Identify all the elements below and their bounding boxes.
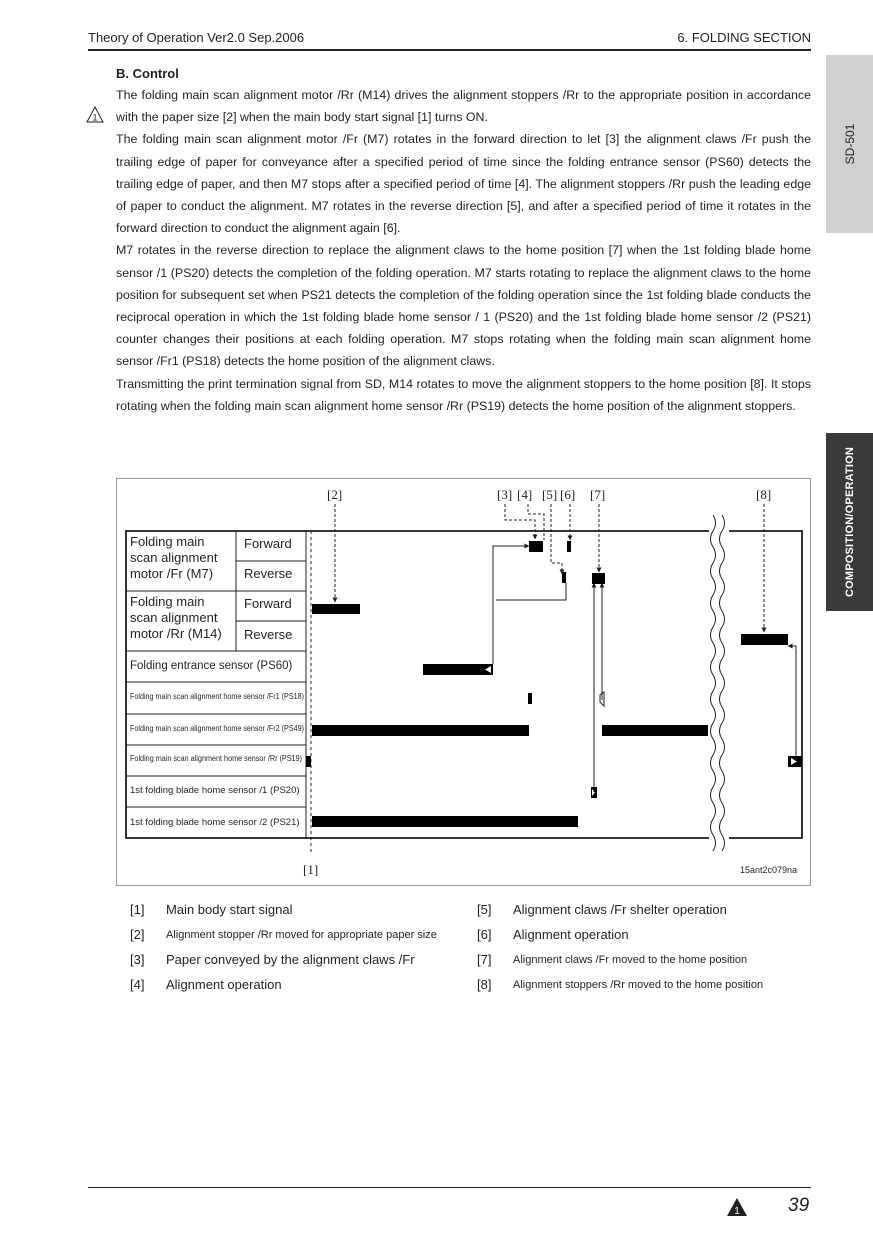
signal-bar — [528, 693, 532, 704]
state-label: Reverse — [244, 566, 293, 581]
legend-num: [4] — [130, 977, 145, 992]
legend-right — [477, 902, 817, 1002]
signal-bar — [741, 634, 788, 645]
header-title: Theory of Operation Ver2.0 Sep.2006 — [88, 30, 305, 45]
legend-num: [6] — [477, 927, 492, 942]
paragraph: The folding main scan alignment motor /Fr (M7) rotates in the forward direction to let [3] the alignment claws /Fr push the trailing edge of paper for conveyance after a specified period of time since the folding entrance sensor (PS60) detects the trailing edge of paper, and then M7 stops after a specified period of time [4]. The alignment stoppers /Rr push the leading edge of paper to conduct the alignment. M7 rotates in the reverse direction [5], and after a specified period of time it rotates in the forward direction to conduct the alignment again [6]. — [116, 132, 811, 236]
marker-3: [3] — [497, 487, 513, 502]
state-label: Reverse — [244, 627, 293, 642]
section-tab — [826, 433, 873, 611]
signal-bar — [562, 572, 566, 583]
motor-label-line: scan alignment — [130, 550, 218, 565]
page-number: 39 — [788, 1195, 810, 1216]
legend-text: Alignment stoppers /Rr moved to the home position — [513, 979, 764, 991]
header-section: 6. FOLDING SECTION — [677, 30, 811, 45]
state-label: Forward — [244, 536, 292, 551]
signal-bar — [529, 541, 543, 552]
legend-text: Alignment operation — [166, 977, 282, 992]
legend-item — [130, 927, 460, 952]
revision-triangle-icon — [86, 106, 104, 124]
legend-num: [7] — [477, 952, 492, 967]
sensor-label: Folding main scan alignment home sensor /Rr (PS19) — [130, 754, 303, 763]
sensor-label: Folding entrance sensor (PS60) — [130, 660, 293, 672]
model-tab-label: SD-501 — [842, 123, 857, 165]
marker-5: [5] — [542, 487, 558, 502]
body-text — [116, 84, 811, 417]
legend-item — [477, 927, 817, 952]
paragraph: M7 rotates in the reverse direction to replace the alignment claws to the home position [7] when the 1st folding blade home sensor /1 (PS20) detects the completion of the folding operation. M7 starts rotating to replace the alignment claws to the home position for subsequent set when PS21 detects the completion of the folding operation since the 1st folding blade conducts the reciprocal operation in which the 1st folding blade home sensor / 1 (PS20) and the 1st folding blade home sensor /2 (PS21) counter changes their positions at each folding operation. M7 stops rotating when the folding main scan alignment home sensor /Fr1 (PS18) detects the home position of the alignment claws. — [116, 243, 811, 369]
marker-4: [4] — [517, 487, 533, 502]
signal-bar — [567, 541, 571, 552]
legend-num: [5] — [477, 902, 492, 917]
legend-num: [2] — [130, 927, 145, 942]
sensor-label: 1st folding blade home sensor /1 (PS20) — [130, 785, 300, 796]
legend-num: [8] — [477, 977, 492, 992]
marker-6: [6] — [560, 487, 576, 502]
revision-number: 1 — [734, 1206, 740, 1217]
motor-label-line: scan alignment — [130, 610, 218, 625]
marker-2: [2] — [327, 487, 343, 502]
legend-text: Alignment operation — [513, 927, 629, 942]
paragraph: Transmitting the print termination signal from SD, M14 rotates to move the alignment stoppers to the home position [8]. It stops rotating when the folding main scan alignment home sensor /Rr (PS19) detects the home position of the alignment stoppers. — [116, 376, 811, 413]
legend-item — [477, 952, 817, 977]
signal-bar — [423, 664, 493, 675]
signal-bar — [312, 604, 360, 614]
sensor-label: Folding main scan alignment home sensor /Fr1 (PS18) — [130, 692, 305, 701]
header-rule — [88, 49, 811, 51]
paragraph: The folding main scan alignment motor /Rr (M14) drives the alignment stoppers /Rr to the appropriate position in accordance with the paper size [2] when the main body start signal [1] turns ON. — [116, 88, 811, 125]
model-tab — [826, 55, 873, 233]
timing-chart — [116, 478, 811, 886]
signal-bar — [312, 816, 578, 827]
revision-mark-icon — [726, 1197, 748, 1217]
figure-id: 15ant2c079na — [739, 865, 797, 875]
legend-text: Alignment stopper /Rr moved for appropriate paper size — [166, 929, 437, 941]
legend-item — [130, 977, 460, 1002]
legend-num: [3] — [130, 952, 145, 967]
legend-item — [477, 977, 817, 1002]
signal-bar — [602, 725, 708, 736]
legend-left — [130, 902, 460, 1002]
signal-bar — [306, 756, 311, 767]
section-title: B. Control — [116, 66, 179, 81]
motor-label-line: motor /Rr (M14) — [130, 626, 222, 641]
footer-rule — [88, 1187, 811, 1188]
legend-item — [477, 902, 817, 927]
sensor-label: 1st folding blade home sensor /2 (PS21) — [130, 817, 300, 828]
sensor-label: Folding main scan alignment home sensor /Fr2 (PS49) — [130, 724, 305, 733]
marker-1: [1] — [303, 862, 319, 877]
motor-label-line: Folding main — [130, 534, 205, 549]
legend-item — [130, 952, 460, 977]
signal-bar — [592, 573, 605, 584]
motor-label-line: motor /Fr (M7) — [130, 566, 214, 581]
legend-text: Alignment claws /Fr shelter operation — [513, 902, 727, 917]
marker-8: [8] — [756, 487, 772, 502]
signal-bar — [312, 725, 529, 736]
motor-label-line: Folding main — [130, 594, 205, 609]
legend-text: Alignment claws /Fr moved to the home position — [513, 954, 748, 966]
state-label: Forward — [244, 596, 292, 611]
marker-7: [7] — [590, 487, 606, 502]
svg-text:1: 1 — [92, 112, 98, 123]
legend-text: Paper conveyed by the alignment claws /Fr — [166, 952, 415, 967]
section-tab-label: COMPOSITION/OPERATION — [843, 446, 856, 598]
legend-text: Main body start signal — [166, 902, 293, 917]
legend-num: [1] — [130, 902, 145, 917]
legend-item — [130, 902, 460, 927]
